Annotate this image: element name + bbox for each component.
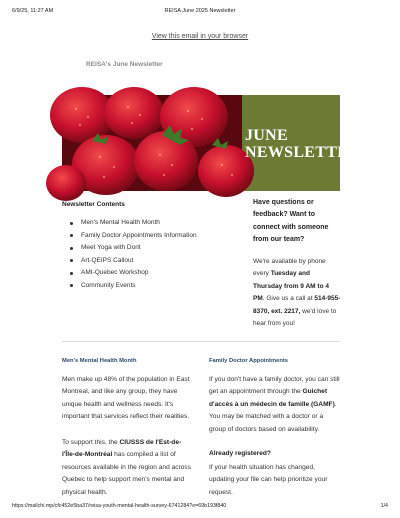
list-item: Art-QEIPS Callout	[70, 257, 197, 270]
contents-list	[70, 219, 197, 294]
hero-title-line-1: JUNE	[245, 127, 288, 144]
contact-text-2: . Give us a call at	[262, 295, 315, 303]
contact-phone-number[interactable]: 514-955-8370, ext. 2217,	[253, 295, 341, 315]
already-registered-title: Already registered?	[209, 450, 271, 457]
family-doctor-text-b: . You may be matched with a doctor or a group of doctors based on availability.	[209, 400, 337, 433]
gamf-org-name: Guichet d'accès à un médecin de famille (GAMF)	[209, 388, 335, 408]
mens-health-text-b: has compiled a list of resources available in the region and across Quebec to help support men's mental and physical health.	[62, 451, 192, 496]
strawberries-image	[62, 95, 242, 191]
hero-banner	[62, 95, 361, 191]
mens-health-title: Men's Mental Health Month	[62, 358, 137, 364]
print-datetime: 6/9/25, 11:27 AM	[12, 8, 54, 14]
preheader-text: REISA's June Newsletter	[86, 61, 163, 68]
contact-question: Have questions or feedback? Want to connect with someone from our team?	[253, 199, 329, 243]
view-in-browser-link[interactable]: View this email in your browser	[151, 33, 249, 40]
list-item: Meet Yoga with Dorit	[70, 244, 197, 257]
contact-hours: Tuesday and Thursday from 9 AM to 4 PM	[253, 270, 329, 303]
contact-text-1: We're available by phone every	[253, 258, 326, 278]
print-footer	[12, 503, 388, 509]
print-page-number: 1/4	[380, 503, 388, 509]
section-divider	[62, 341, 340, 342]
list-item: AMI-Quebec Workshop	[70, 269, 197, 282]
mens-health-paragraph-2	[62, 437, 194, 499]
family-doctor-text-a: If you don't have a family doctor, you can still get an appointment through the	[209, 376, 340, 396]
family-doctor-title: Family Doctor Appointments	[209, 358, 289, 364]
mens-health-text-a: To support this, the	[62, 439, 120, 446]
contents-title: Newsletter Contents	[62, 201, 125, 208]
family-doctor-paragraph-2: If your health situation has changed, updating your file can help prioritize your request.	[209, 464, 328, 496]
hero-title-line-2: NEWSLETTER	[245, 143, 361, 161]
print-page-title: REISA June 2025 Newsletter	[164, 8, 236, 14]
mens-health-paragraph-1: Men make up 48% of the population in East Montreal, and like any group, they have unique health and wellness needs. It's important that services reflect their realities.	[62, 376, 190, 421]
list-item: Family Doctor Appointments Information	[70, 232, 197, 245]
print-url: https://mailchi.mp/cfc452e5ba37/reisa-youth-mental-health-survey-6741284?e=69b193f840	[12, 503, 227, 509]
list-item: Men's Mental Health Month	[70, 219, 197, 232]
ciusss-org-name: CIUSSS de l'Est-de-l'Île-de-Montréal	[62, 439, 182, 459]
family-doctor-paragraph-1	[209, 374, 340, 436]
contact-phone-info	[253, 256, 341, 330]
list-item: Community Events	[70, 282, 197, 295]
contact-text-3: we'd love to hear from you!	[253, 307, 337, 328]
hero-title	[245, 128, 360, 161]
print-header	[12, 8, 388, 18]
